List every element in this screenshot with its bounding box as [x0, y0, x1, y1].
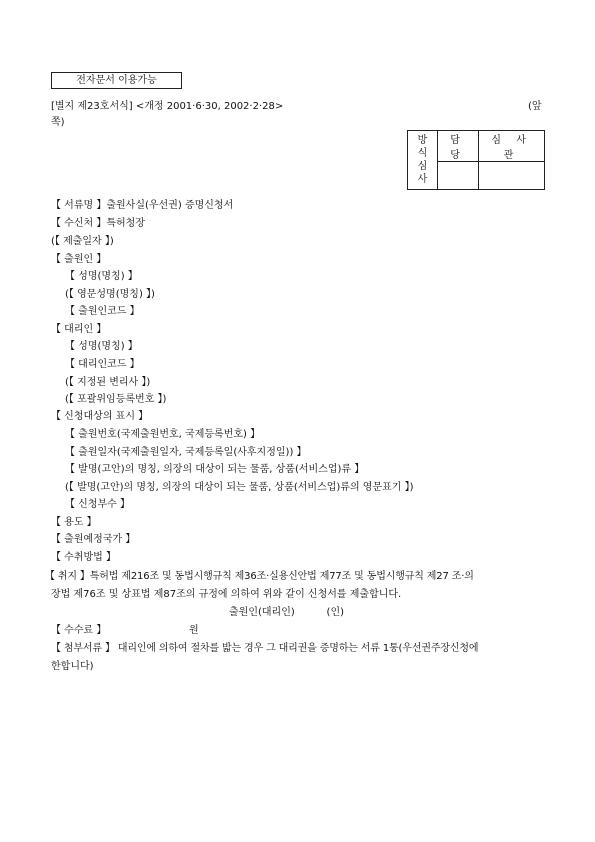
approval-col-examiner: 심 사 관 [479, 131, 545, 162]
electronic-document-stamp: 전자문서 이용가능 [51, 72, 182, 89]
field-application-date: 【 출원일자(국제출원일자, 국제등록일(사후지정일)) 】 [65, 447, 307, 458]
field-general-power-number: (【 포괄위임등록번호 】) [65, 394, 167, 405]
page-side-label-cont: 쪽) [51, 117, 65, 128]
approval-col-staff: 담 당 [438, 131, 479, 162]
approval-box [407, 130, 545, 190]
field-invention-title: 【 발명(고안)의 명칭, 의장의 대상이 되는 물품, 상품(서비스업)류 】 [65, 464, 365, 475]
section-applicant: 【 출원인 】 [51, 254, 107, 265]
field-destination-country: 【 출원예정국가 】 [51, 534, 136, 545]
field-designated-attorney: (【 지정된 변리사 】) [65, 377, 151, 388]
field-application-number: 【 출원번호(국제출원번호, 국제등록번호) 】 [65, 429, 261, 440]
field-invention-title-english: (【 발명(고안)의 명칭, 의장의 대상이 되는 물품, 상품(서비스업)류의 영문표기 】) [65, 482, 414, 493]
field-document-name: 【 서류명 】출원사실(우선권) 증명신청서 [51, 200, 234, 211]
field-fee: 【 수수료 】 원 [51, 625, 199, 636]
field-attachments-line1: 【 첨부서류 】 대리인에 의하여 절차를 밟는 경우 그 대리권을 증명하는 서류 1통(우선권주장신청에 [51, 643, 479, 654]
page-side-label: (앞 [528, 101, 542, 112]
field-purpose: 【 용도 】 [51, 517, 97, 528]
field-receipt-method: 【 수취방법 】 [51, 552, 116, 563]
approval-staff-signature-cell[interactable] [438, 162, 479, 190]
form-reference: [별지 제23호서식] <개정 2001·6·30, 2002·2·28> [51, 101, 284, 112]
field-recipient: 【 수신처 】특허청장 [51, 218, 145, 229]
field-agent-code: 【 대리인코드 】 [65, 359, 140, 370]
field-applicant-name: 【 성명(명칭) 】 [65, 271, 138, 282]
field-agent-name: 【 성명(명칭) 】 [65, 341, 138, 352]
field-submission-date: (【 제출일자 】) [51, 236, 114, 247]
field-copies-requested: 【 신청부수 】 [65, 499, 130, 510]
field-attachments-line2: 한합니다) [51, 661, 94, 672]
field-purport-line1: 【 취지 】특허법 제216조 및 동법시행규칙 제36조·실용신안법 제77조 및 동법시행규칙 제27 조·의 [45, 571, 474, 582]
field-purport-line2: 장법 제76조 및 상표법 제87조의 규정에 의하여 위와 같이 신청서를 제출합니다. [51, 589, 402, 600]
field-applicant-code: 【 출원인코드 】 [65, 306, 140, 317]
approval-examiner-signature-cell[interactable] [479, 162, 545, 190]
applicant-signature-line: 출원인(대리인) (인) [229, 607, 345, 618]
section-target-indication: 【 신청대상의 표시 】 [51, 411, 149, 422]
approval-method-label: 방 식 심 사 [408, 131, 438, 190]
field-applicant-english-name: (【 영문성명(명칭) 】) [65, 289, 155, 300]
section-agent: 【 대리인 】 [51, 324, 107, 335]
